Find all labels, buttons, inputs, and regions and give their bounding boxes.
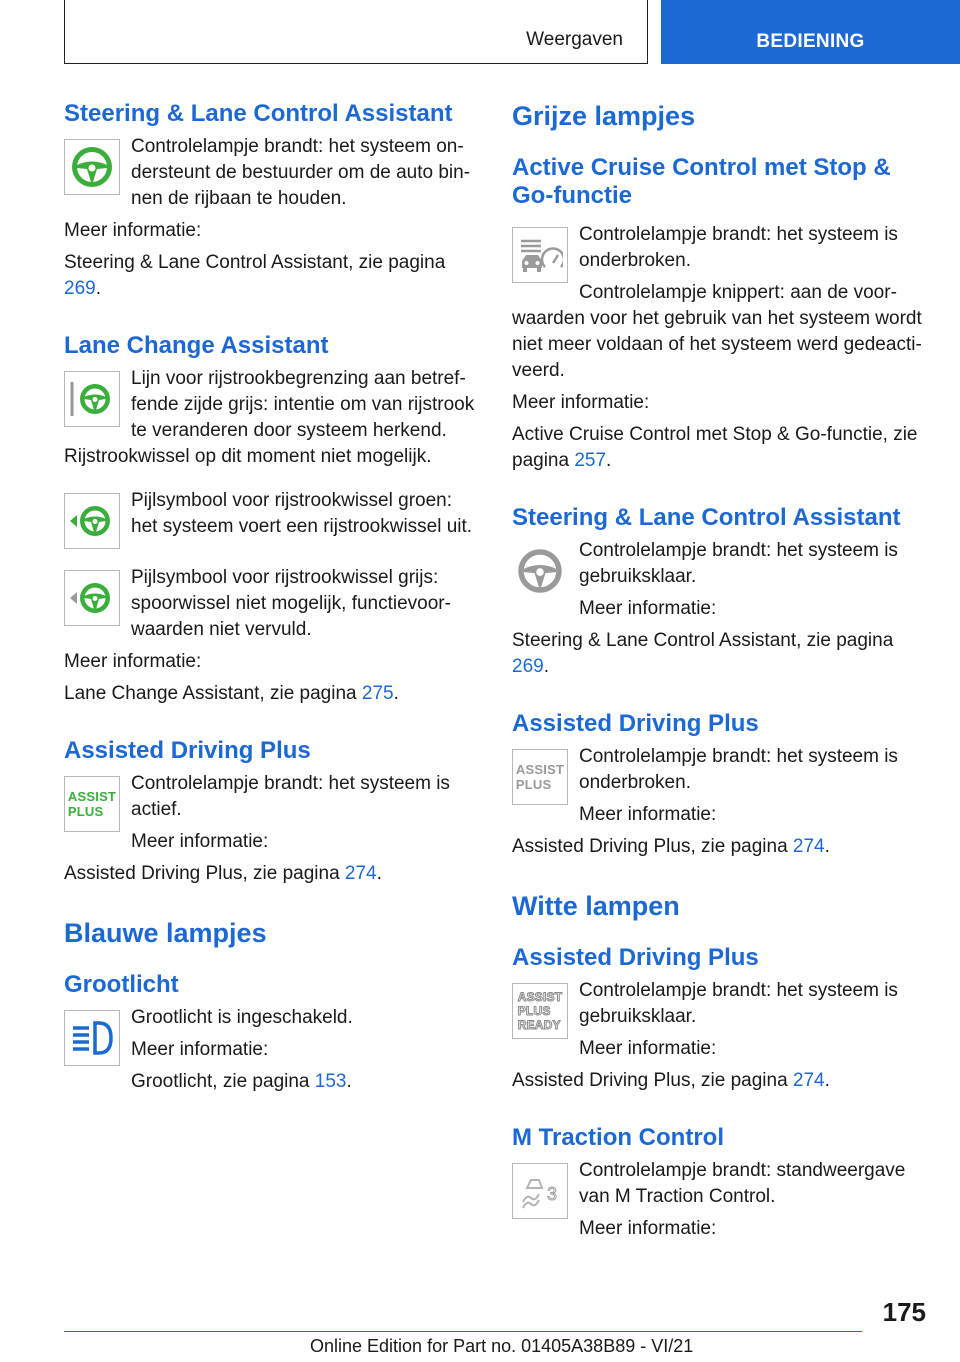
acc-text-flash: Controlelampje knippert: aan de voorwaarden voor het gebruik van het systeem wordt niet meer voldaan of het systeem werd gedeactiveerd. xyxy=(512,282,922,381)
section-title: Weergaven xyxy=(526,29,623,50)
adp-grey-text: Controlelampje brandt: het systeem is onderbroken. xyxy=(579,746,898,793)
icon-label: ASSIST xyxy=(515,762,565,777)
adp-grey-ref: Assisted Driving Plus, zie pagina 274. xyxy=(512,836,830,857)
adp-green-ref: Assisted Driving Plus, zie pagina 274. xyxy=(64,863,382,884)
slca-green-text: Controlelampje brandt: het systeem ondersteunt de bestuurder om de auto binnen de rijbaan te houden. xyxy=(131,136,471,209)
lane-change-grey-arrow-icon xyxy=(64,570,120,626)
adp-green-text: Controlelampje brandt: het systeem is actief. xyxy=(131,773,450,820)
header-box xyxy=(64,0,648,64)
page-link[interactable]: 269 xyxy=(512,656,544,677)
assist-plus-ready-icon xyxy=(512,983,568,1039)
adp-white-ref: Assisted Driving Plus, zie pagina 274. xyxy=(512,1070,830,1091)
page-link[interactable]: 274 xyxy=(792,1070,825,1091)
icon-label: READY xyxy=(517,1018,561,1032)
more-info-label: Meer informatie: xyxy=(64,651,202,672)
heading-mtc: M Traction Control xyxy=(512,1124,724,1151)
lane-change-grey-line-icon xyxy=(64,371,120,427)
steering-wheel-green-icon xyxy=(64,139,120,195)
cruise-control-grey-icon xyxy=(512,227,568,283)
icon-label: PLUS xyxy=(517,1004,551,1018)
edition-label: Online Edition for Part no. 01405A38B89 - VI/21 xyxy=(310,1336,694,1356)
lca-grey-arrow-text: Pijlsymbool voor rijstrookwissel grijs: spoorwissel niet mogelijk, functievoorwaarden niet vervuld. xyxy=(131,567,451,640)
heading-adp-white: Assisted Driving Plus xyxy=(512,944,759,971)
lane-change-green-arrow-icon xyxy=(64,493,120,549)
page-link[interactable]: 257 xyxy=(574,450,607,471)
more-info-label: Meer informatie: xyxy=(579,1038,717,1059)
more-info-label: Meer informatie: xyxy=(131,831,269,852)
grootlicht-text: Grootlicht is ingeschakeld. xyxy=(131,1007,353,1028)
lca-green-arrow-text: Pijlsymbool voor rijstrookwissel groen: het systeem voert een rijstrookwissel uit. xyxy=(131,490,473,537)
more-info-label: Meer informatie: xyxy=(579,598,717,619)
heading-grey-lights: Grijze lampjes xyxy=(512,101,696,131)
right-column xyxy=(512,100,926,1242)
more-info-label: Meer informatie: xyxy=(64,220,202,241)
icon-label: ASSIST xyxy=(517,990,563,1004)
heading-slca-green: Steering & Lane Control Assistant xyxy=(64,100,453,127)
acc-text-on: Controlelampje brandt: het systeem is onderbroken. xyxy=(579,224,898,271)
heading-adp-green: Assisted Driving Plus xyxy=(64,737,311,764)
more-info-label: Meer informatie: xyxy=(579,804,717,825)
acc-ref: Active Cruise Control met Stop & Go-functie, zie pagina 257. xyxy=(512,424,918,471)
indicator-slca-grey xyxy=(512,538,926,622)
mtc-text: Controlelampje brandt: standweergave van M Traction Control. xyxy=(579,1160,906,1207)
traction-control-icon xyxy=(512,1163,568,1219)
page-number: 175 xyxy=(882,1297,926,1327)
page-link[interactable]: 274 xyxy=(792,836,825,857)
assist-plus-green-icon xyxy=(64,776,120,832)
indicator-adp-grey xyxy=(512,744,926,828)
adp-white-text: Controlelampje brandt: het systeem is gebruiksklaar. xyxy=(579,980,898,1027)
chapter-tab-label: BEDIENING xyxy=(756,31,865,52)
left-column xyxy=(64,100,476,1095)
icon-label: ASSIST xyxy=(67,789,117,804)
more-info-label: Meer informatie: xyxy=(579,1218,717,1239)
indicator-slca-green xyxy=(64,134,476,212)
indicator-lca-grey-line xyxy=(64,366,476,470)
more-info-label: Meer informatie: xyxy=(131,1039,269,1060)
heading-grootlicht: Grootlicht xyxy=(64,971,179,998)
slca-grey-text: Controlelampje brandt: het systeem is gebruiksklaar. xyxy=(579,540,898,587)
lca-ref: Lane Change Assistant, zie pagina 275. xyxy=(64,683,399,704)
grootlicht-ref: Grootlicht, zie pagina 153. xyxy=(131,1071,352,1092)
heading-lca: Lane Change Assistant xyxy=(64,332,329,359)
indicator-lca-green-arrow xyxy=(64,488,476,553)
lca-grey-line-text: Lijn voor rijstrookbegrenzing aan betreffende zijde grijs: intentie om van rijstrook te veranderen door systeem herkend. Rijstrookwissel op dit moment niet mogelijk. xyxy=(64,368,475,467)
heading-slca-grey: Steering & Lane Control Assistant xyxy=(512,504,901,531)
indicator-grootlicht xyxy=(64,1005,476,1095)
footer-divider xyxy=(64,1331,862,1332)
high-beam-icon xyxy=(64,1010,120,1066)
indicator-lca-grey-arrow xyxy=(64,565,476,643)
indicator-mtc xyxy=(512,1158,926,1242)
indicator-adp-white xyxy=(512,978,926,1062)
assist-plus-grey-icon xyxy=(512,749,568,805)
icon-label: PLUS xyxy=(515,777,552,792)
page-link[interactable]: 153 xyxy=(314,1071,347,1092)
chapter-tab[interactable] xyxy=(661,0,960,64)
slca-grey-ref: Steering & Lane Control Assistant, zie pagina 269. xyxy=(512,630,894,677)
heading-white-lights: Witte lampen xyxy=(512,891,680,921)
heading-adp-grey: Assisted Driving Plus xyxy=(512,710,759,737)
mtc-level-number: 3 xyxy=(547,1184,558,1204)
heading-blue-lights: Blauwe lampjes xyxy=(64,918,267,948)
slca-green-ref: Steering & Lane Control Assistant, zie pagina 269. xyxy=(64,252,446,299)
page-link[interactable]: 275 xyxy=(361,683,394,704)
indicator-adp-green xyxy=(64,771,476,855)
icon-label: PLUS xyxy=(67,804,104,819)
more-info-label: Meer informatie: xyxy=(512,392,650,413)
page-link[interactable]: 274 xyxy=(344,863,377,884)
steering-wheel-grey-icon xyxy=(512,543,568,599)
indicator-acc xyxy=(512,222,926,384)
heading-acc: Active Cruise Control met Stop & Go-functie xyxy=(512,154,891,209)
page-link[interactable]: 269 xyxy=(64,278,96,299)
